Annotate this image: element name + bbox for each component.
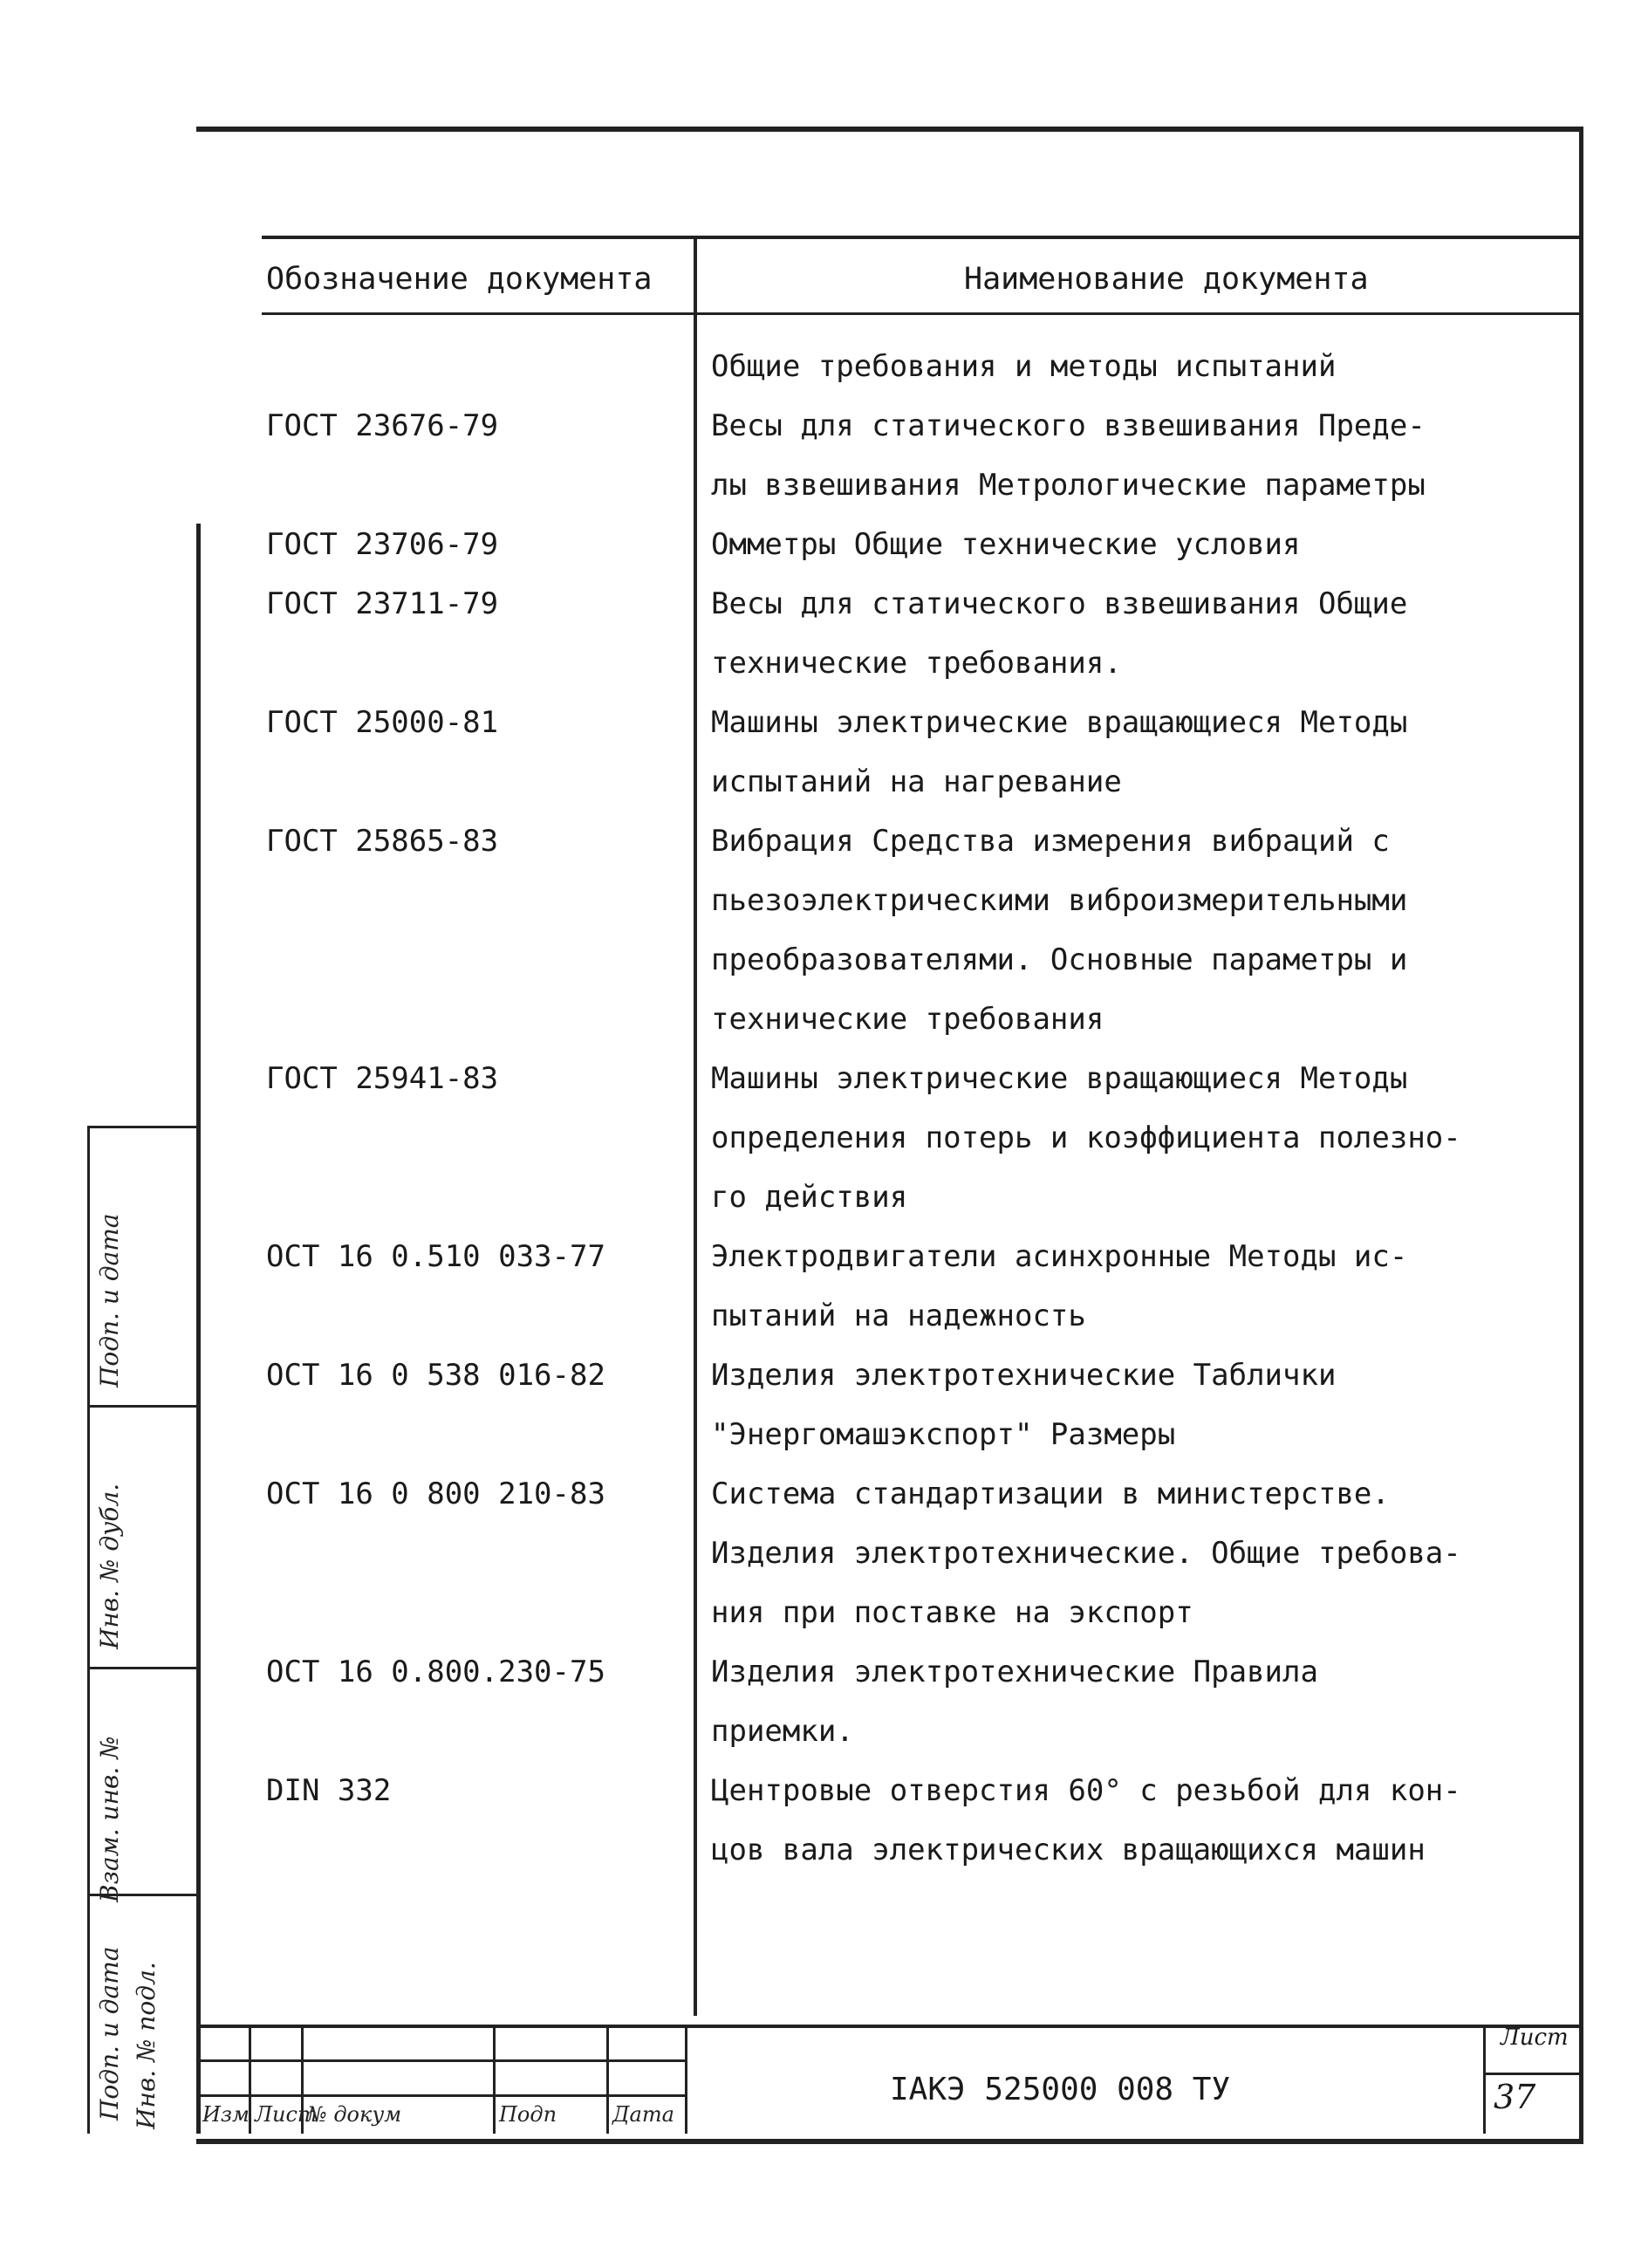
side-strip-label: Подп. и дата [95,1213,124,1388]
row-name-line: Система стандартизации в министерстве. [711,1477,1390,1511]
side-strip-label: Взам. инв. № [95,1736,124,1902]
row-name-line: определения потерь и коэффициента полезно- [711,1120,1461,1155]
row-designation: ГОСТ 23676-79 [266,408,499,443]
sheet-label: Лист [1501,2025,1569,2051]
title-block-top-rule [196,2025,1579,2028]
side-strip-label: Подп. и дата [95,1946,124,2121]
title-block-column-label: Дата [612,2102,674,2127]
row-name-line: Машины электрические вращающиеся Методы [711,1061,1408,1096]
header-name: Наименование документа [964,262,1369,297]
row-name-line: "Энергомашэкспорт" Размеры [711,1417,1176,1452]
header-top-rule [262,236,1579,239]
row-name-line: Весы для статического взвешивания Преде- [711,408,1426,443]
side-strip-label: Инв. № подл. [132,1962,161,2129]
row-designation: ОСТ 16 0.800.230-75 [266,1655,605,1689]
header-bottom-rule [262,312,1579,315]
side-stamp-strip [87,1126,199,2134]
row-name-line: технические требования. [711,646,1122,681]
title-block-sheet-col [1483,2025,1486,2134]
title-block-mid-rule [196,2059,685,2062]
row-name-line: приемки. [711,1714,854,1749]
row-name-line: Общие требования и методы испытаний [711,349,1337,384]
row-name-line: Вибрация Средства измерения вибраций с [711,824,1390,859]
row-designation: ГОСТ 25865-83 [266,824,499,859]
title-block-col-4 [606,2025,609,2134]
row-designation: ОСТ 16 0 538 016-82 [266,1358,605,1393]
row-name-line: Машины электрические вращающиеся Методы [711,705,1408,740]
row-designation: DIN 332 [266,1773,392,1808]
title-block-column-label: Изм [202,2102,250,2127]
header-designation: Обозначение документа [266,262,653,297]
title-block-col-5 [685,2025,687,2134]
row-name-line: пьезоэлектрическими виброизмерительными [711,883,1408,918]
row-name-line: испытаний на нагревание [711,764,1122,799]
row-name-line: Изделия электротехнические. Общие требова- [711,1536,1461,1571]
row-name-line: пытаний на надежность [711,1298,1086,1333]
row-designation: ОСТ 16 0 800 210-83 [266,1477,605,1511]
title-block-column-label: Лист [255,2102,318,2127]
row-name-line: Омметры Общие технические условия [711,527,1301,562]
column-divider [694,236,697,2016]
title-block-sheet-rule [1483,2073,1579,2075]
row-designation: ГОСТ 25941-83 [266,1061,499,1096]
row-name-line: Электродвигатели асинхронные Методы ис- [711,1239,1408,1274]
row-name-line: Весы для статического взвешивания Общие [711,586,1408,621]
row-name-line: ния при поставке на экспорт [711,1595,1193,1630]
row-name-line: Изделия электротехнические Таблички [711,1358,1337,1393]
title-block-low-rule [196,2094,685,2097]
title-block-col-3 [493,2025,496,2134]
sheet-number: 37 [1494,2078,1536,2116]
side-strip-label: Инв. № дубл. [95,1483,124,1649]
row-name-line: Центровые отверстия 60° с резьбой для кон- [711,1773,1461,1808]
title-block-column-label: Подп [499,2102,557,2127]
row-name-line: цов вала электрических вращающихся машин [711,1833,1426,1867]
row-name-line: го действия [711,1180,908,1215]
document-code: IAKЭ 525000 008 ТУ [890,2072,1231,2107]
row-designation: ГОСТ 23711-79 [266,586,499,621]
row-name-line: преобразователями. Основные параметры и [711,942,1408,977]
row-name-line: лы взвешивания Метрологические параметры [711,468,1426,503]
row-name-line: технические требования [711,1002,1104,1037]
title-block-column-label: № докум [307,2102,402,2127]
row-designation: ОСТ 16 0.510 033-77 [266,1239,605,1274]
row-name-line: Изделия электротехнические Правила [711,1655,1318,1689]
row-designation: ГОСТ 23706-79 [266,527,499,562]
row-designation: ГОСТ 25000-81 [266,705,499,740]
